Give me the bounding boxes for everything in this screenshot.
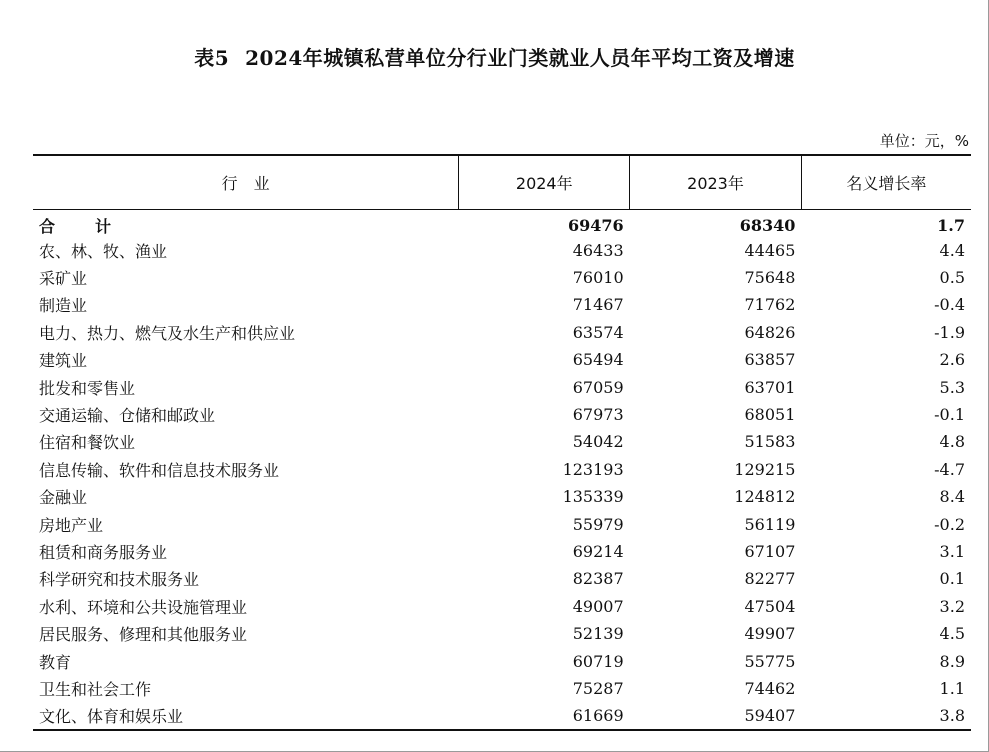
- industry-cell: 科学研究和技术服务业: [39, 570, 200, 590]
- table-row: [33, 319, 971, 346]
- table-row: [33, 291, 971, 318]
- wage-2024-cell: 63574: [572, 322, 624, 342]
- wage-2023-cell: 64826: [744, 322, 796, 342]
- growth-rate-cell: 4.4: [939, 240, 965, 260]
- industry-cell: 文化、体育和娱乐业: [33, 702, 459, 729]
- industry-cell: 房地产业: [39, 515, 104, 535]
- table-row: [33, 237, 971, 264]
- wage-2024-cell: 123193: [562, 459, 624, 479]
- table-row: [33, 620, 971, 647]
- header-industry: 行 业: [33, 155, 459, 209]
- header-growth: 名义增长率: [801, 155, 971, 209]
- table-header: [33, 155, 971, 209]
- wage-2023-cell: 56119: [744, 514, 796, 534]
- unit-label: 单位：元，%: [879, 132, 969, 150]
- wage-2024-cell: 49007: [572, 596, 624, 616]
- table-title: [0, 42, 989, 71]
- table-row: [33, 675, 971, 702]
- wage-2024-cell: 65494: [572, 350, 624, 370]
- table-number: 表5: [194, 46, 230, 70]
- industry-cell: 金融业: [39, 488, 88, 508]
- growth-rate-cell: -0.1: [934, 405, 965, 425]
- wage-2024-cell: 61669: [459, 702, 630, 729]
- growth-rate-cell: 8.9: [939, 651, 965, 671]
- growth-rate-cell: 3.2: [939, 596, 965, 616]
- industry-cell: 制造业: [39, 296, 88, 316]
- wage-2024-cell: 69214: [572, 541, 624, 561]
- growth-rate-cell: -0.4: [934, 295, 965, 315]
- growth-rate-cell: 3.8: [801, 702, 971, 729]
- header-2023: 2023年: [630, 155, 802, 209]
- growth-rate-cell: 3.1: [939, 541, 965, 561]
- table-row: [33, 401, 971, 428]
- wage-2023-cell: 67107: [744, 541, 796, 561]
- table-row: [33, 483, 971, 510]
- wage-2024-cell: 82387: [572, 569, 624, 589]
- growth-rate-cell: 1.7: [937, 215, 965, 235]
- wage-2024-cell: 69476: [567, 215, 624, 235]
- wage-2023-cell: 68340: [739, 215, 796, 235]
- wage-table: [33, 154, 971, 731]
- wage-2024-cell: 52139: [572, 624, 624, 644]
- industry-cell: 批发和零售业: [39, 378, 136, 398]
- growth-rate-cell: 4.5: [939, 624, 965, 644]
- table-row: [33, 510, 971, 537]
- wage-2024-cell: 46433: [572, 240, 624, 260]
- wage-2023-cell: 124812: [734, 487, 796, 507]
- growth-rate-cell: 1.1: [939, 678, 965, 698]
- table-row: [33, 373, 971, 400]
- growth-rate-cell: 0.5: [939, 268, 965, 288]
- wage-2023-cell: 129215: [734, 459, 796, 479]
- industry-cell: 租赁和商务服务业: [39, 542, 168, 562]
- header-2024: 2024年: [459, 155, 630, 209]
- wage-2023-cell: 59407: [630, 702, 802, 729]
- wage-2023-cell: 75648: [744, 268, 796, 288]
- table-row: [33, 428, 971, 455]
- wage-2023-cell: 63857: [744, 350, 796, 370]
- industry-cell: 住宿和餐饮业: [39, 433, 136, 453]
- header-row: [33, 155, 971, 209]
- growth-rate-cell: -0.2: [934, 514, 965, 534]
- wage-2024-cell: 60719: [572, 651, 624, 671]
- table-row: [33, 593, 971, 620]
- industry-cell: 交通运输、仓储和邮政业: [39, 406, 216, 426]
- growth-rate-cell: 2.6: [939, 350, 965, 370]
- wage-2024-cell: 76010: [572, 268, 624, 288]
- wage-2023-cell: 68051: [744, 405, 796, 425]
- wage-2023-cell: 63701: [744, 377, 796, 397]
- industry-cell: 信息传输、软件和信息技术服务业: [39, 460, 280, 480]
- wage-2024-cell: 67059: [572, 377, 624, 397]
- table-row: [33, 456, 971, 483]
- wage-2024-cell: 71467: [572, 295, 624, 315]
- wage-2024-cell: 54042: [572, 432, 624, 452]
- wage-2024-cell: 55979: [572, 514, 624, 534]
- growth-rate-cell: -4.7: [934, 459, 965, 479]
- wage-2024-cell: 67973: [572, 405, 624, 425]
- wage-2024-cell: 75287: [572, 678, 624, 698]
- industry-cell: 水利、环境和公共设施管理业: [39, 597, 248, 617]
- table-title-text: 2024年城镇私营单位分行业门类就业人员年平均工资及增速: [245, 46, 795, 70]
- growth-rate-cell: 8.4: [939, 487, 965, 507]
- wage-2023-cell: 49907: [744, 624, 796, 644]
- table-row: [33, 647, 971, 674]
- table-row: [33, 538, 971, 565]
- growth-rate-cell: 5.3: [939, 377, 965, 397]
- growth-rate-cell: 4.8: [939, 432, 965, 452]
- wage-2023-cell: 47504: [744, 596, 796, 616]
- industry-cell: 居民服务、修理和其他服务业: [39, 625, 248, 645]
- table-row: [33, 346, 971, 373]
- industry-cell: 农、林、牧、渔业: [39, 241, 168, 261]
- table-row: [33, 264, 971, 291]
- wage-2023-cell: 71762: [744, 295, 796, 315]
- industry-cell: 教育: [39, 652, 72, 672]
- wage-2023-cell: 44465: [744, 240, 796, 260]
- total-row: [33, 209, 971, 237]
- wage-2024-cell: 135339: [562, 487, 624, 507]
- wage-2023-cell: 82277: [744, 569, 796, 589]
- table-body: [33, 209, 971, 730]
- wage-2023-cell: 51583: [744, 432, 796, 452]
- industry-cell: 电力、热力、燃气及水生产和供应业: [39, 323, 296, 343]
- table-row: [33, 702, 971, 729]
- wage-2023-cell: 74462: [744, 678, 796, 698]
- wage-2023-cell: 55775: [744, 651, 796, 671]
- industry-cell: 建筑业: [39, 351, 88, 371]
- industry-cell: 卫生和社会工作: [39, 679, 152, 699]
- table-row: [33, 565, 971, 592]
- industry-cell: 合 计: [39, 216, 124, 236]
- growth-rate-cell: -1.9: [934, 322, 965, 342]
- industry-cell: 采矿业: [39, 269, 88, 289]
- growth-rate-cell: 0.1: [939, 569, 965, 589]
